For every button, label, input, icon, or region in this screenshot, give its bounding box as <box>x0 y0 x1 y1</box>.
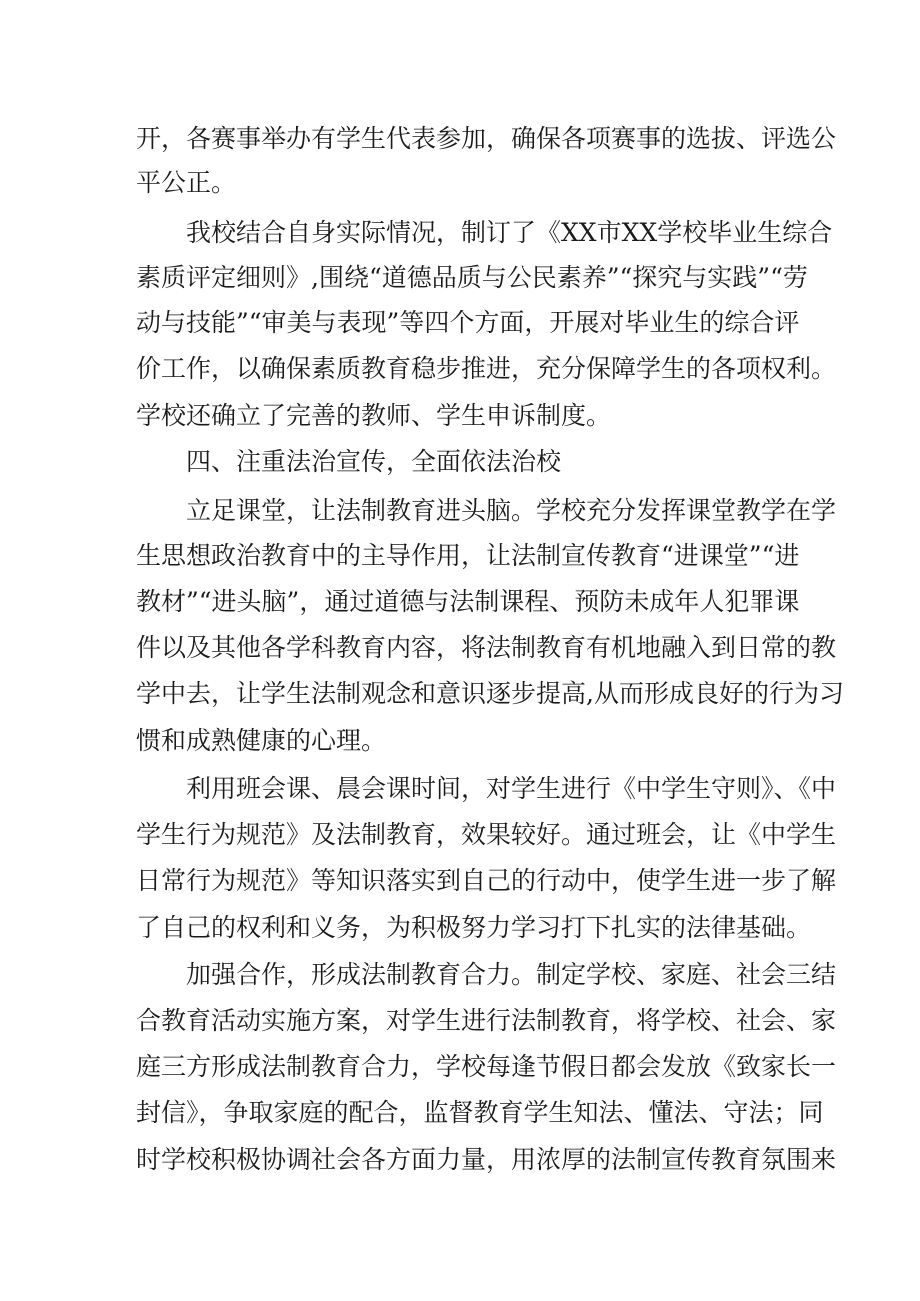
text-line: 生思想政治教育中的主导作用，让法制宣传教育“进课堂”“进 <box>136 541 800 570</box>
text-line: 教材”“进头脑”，通过道德与法制课程、预防未成年人犯罪课 <box>136 587 800 616</box>
paragraph-first-line: 我校结合自身实际情况，制订了《XX市XX学校毕业生综合 <box>186 218 833 247</box>
text-line: 平公正。 <box>136 168 237 197</box>
text-line: 素质评定细则》,围绕“道德品质与公民素养”“探究与实践”“劳 <box>136 263 808 292</box>
text-line: 日常行为规范》等知识落实到自己的行动中，使学生进一步了解 <box>136 866 837 895</box>
section-heading: 四、注重法治宣传，全面依法治校 <box>186 447 562 476</box>
text-line: 封信》，争取家庭的配合，监督教育学生知法、懂法、守法；同 <box>136 1098 824 1127</box>
text-line: 了自己的权利和义务，为积极努力学习打下扎实的法律基础。 <box>136 913 812 942</box>
text-line: 惯和成熟健康的心理。 <box>136 726 387 755</box>
paragraph-first-line: 加强合作，形成法制教育合力。制定学校、家庭、社会三结 <box>186 960 837 989</box>
text-line: 开，各赛事举办有学生代表参加，确保各项赛事的选拔、评选公 <box>136 124 837 153</box>
text-line: 庭三方形成法制教育合力，学校每逢节假日都会发放《致家长一 <box>136 1052 837 1081</box>
text-line: 合教育活动实施方案，对学生进行法制教育，将学校、社会、家 <box>136 1006 837 1035</box>
text-line: 价工作，以确保素质教育稳步推进，充分保障学生的各项权利。 <box>136 354 837 383</box>
text-line: 时学校积极协调社会各方面力量，用浓厚的法制宣传教育氛围来 <box>136 1145 837 1174</box>
text-line: 动与技能”“审美与表现”等四个方面，开展对毕业生的综合评 <box>136 308 800 337</box>
text-line: 件以及其他各学科教育内容，将法制教育有机地融入到日常的教 <box>136 633 837 662</box>
text-line: 学生行为规范》及法制教育，效果较好。通过班会，让《中学生 <box>136 820 837 849</box>
text-line: 学中去，让学生法制观念和意识逐步提高,从而形成良好的行为习 <box>136 679 844 708</box>
text-line: 学校还确立了完善的教师、学生申诉制度。 <box>136 401 612 430</box>
paragraph-first-line: 利用班会课、晨会课时间，对学生进行《中学生守则》、《中 <box>186 774 837 803</box>
paragraph-first-line: 立足课堂，让法制教育进头脑。学校充分发挥课堂教学在学 <box>186 496 837 525</box>
